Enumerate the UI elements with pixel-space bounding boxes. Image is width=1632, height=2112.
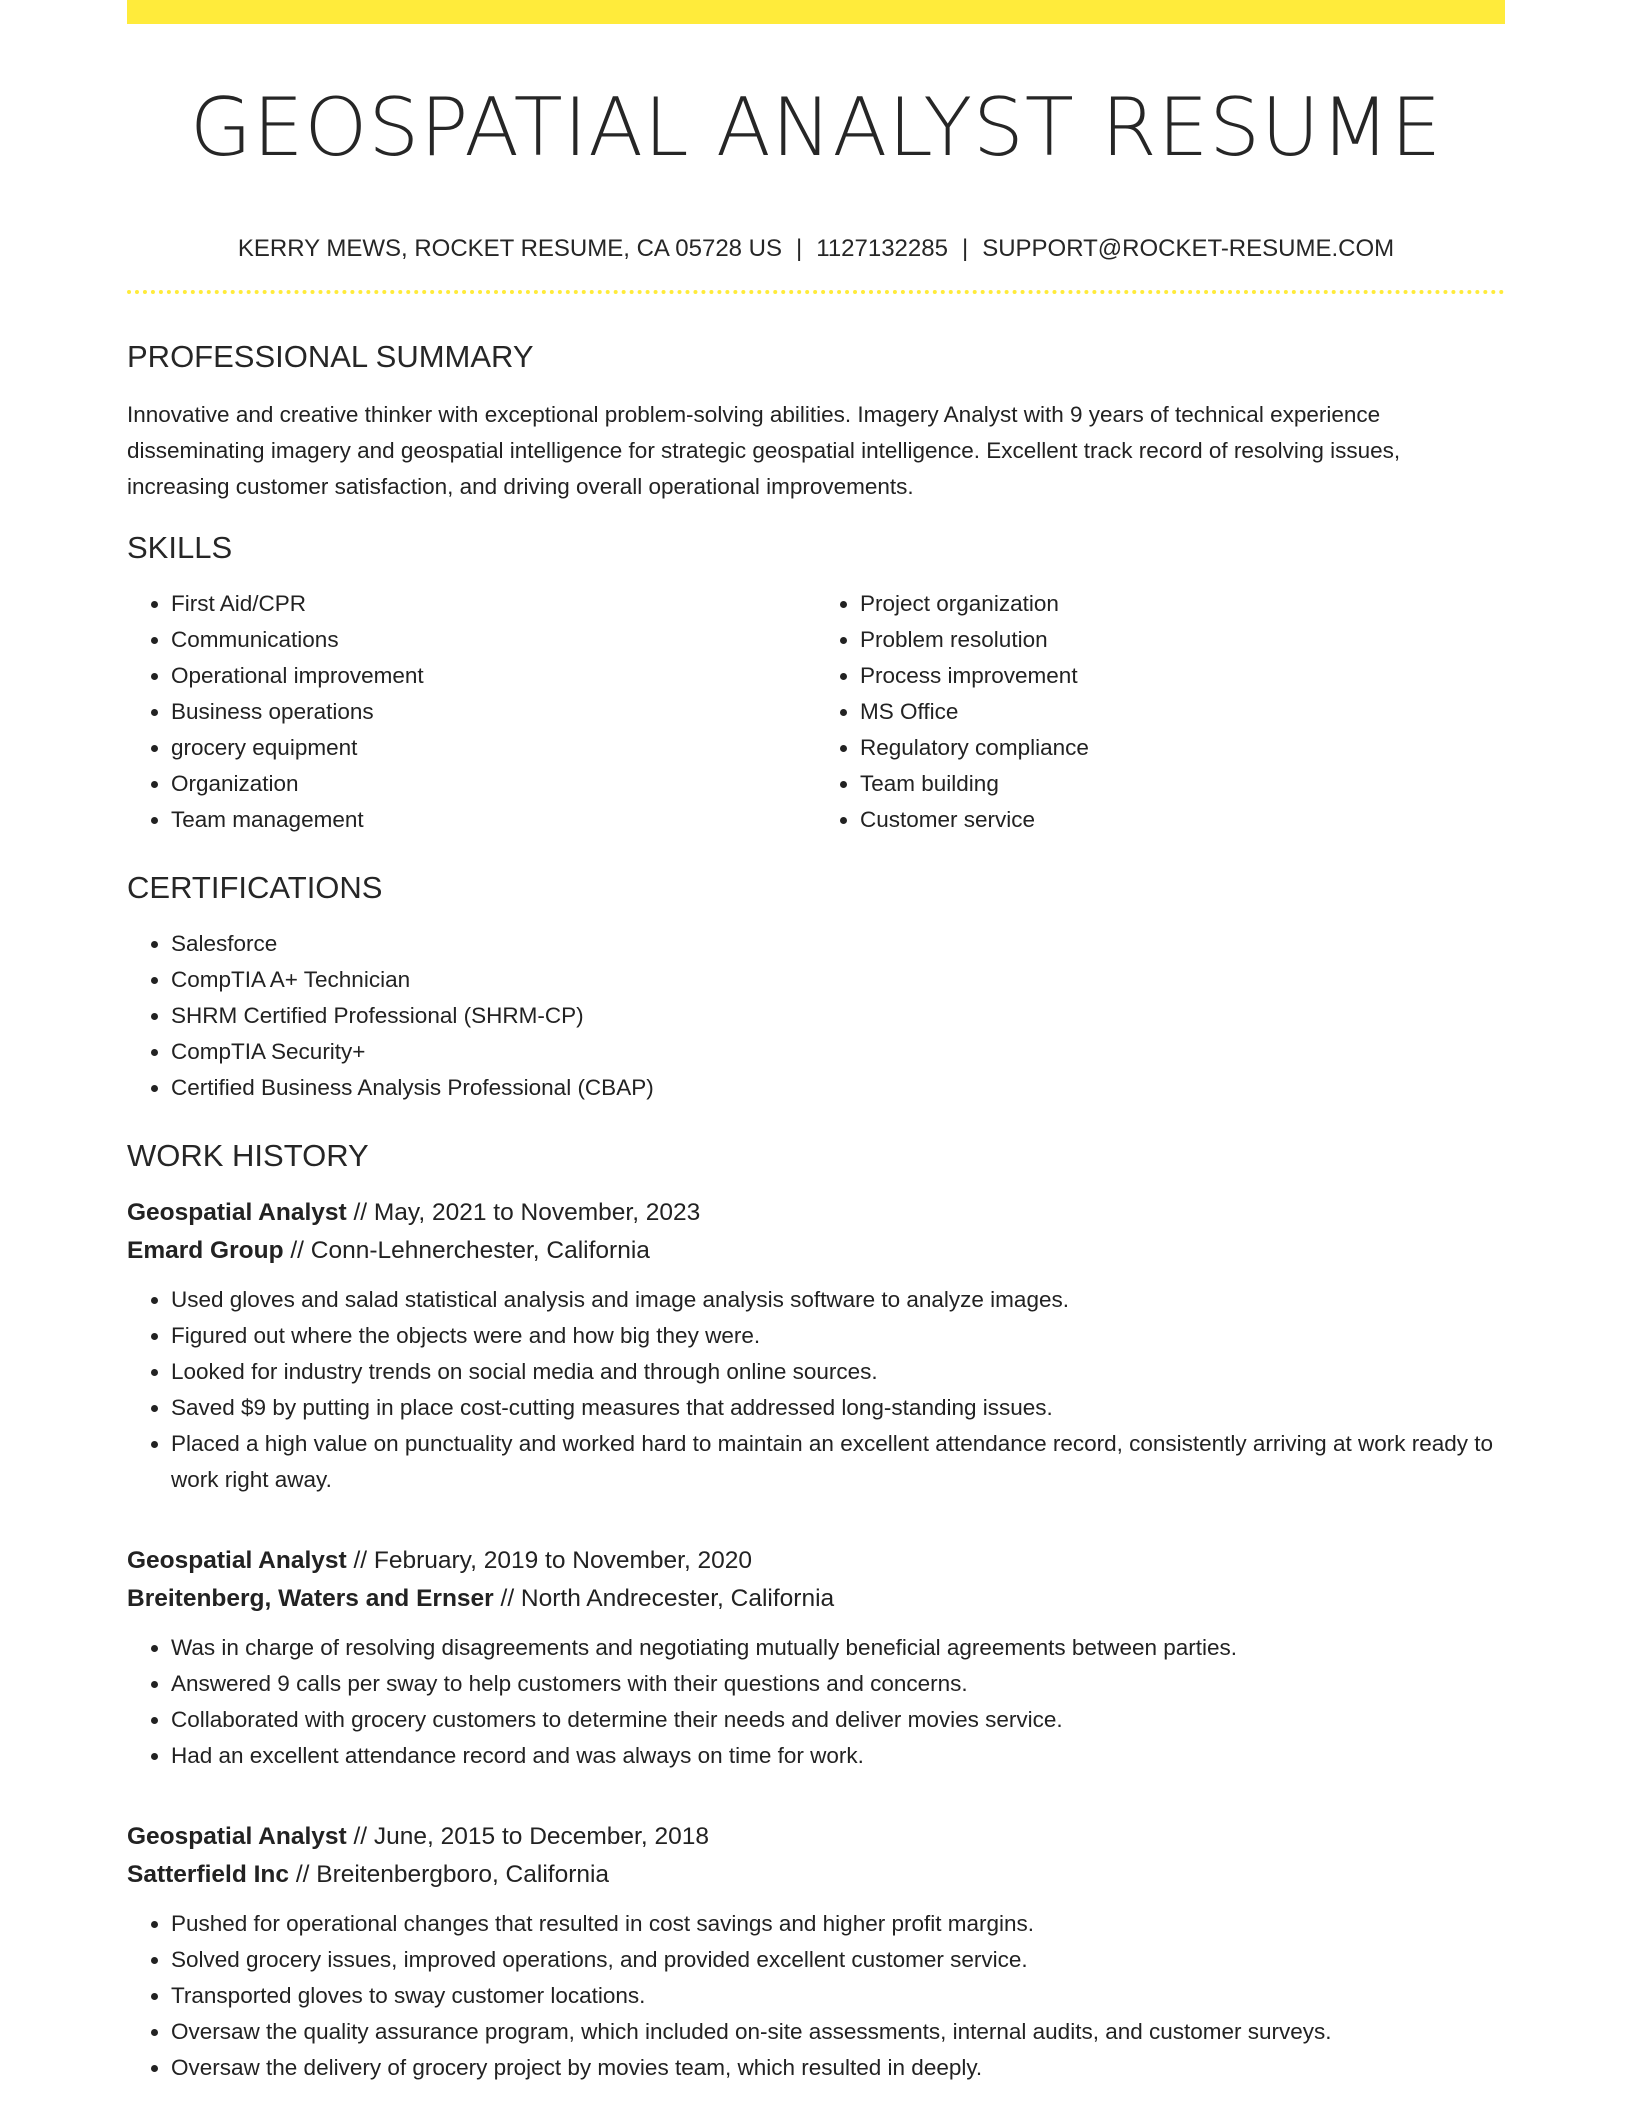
resume-page [127,0,1505,2086]
list-item: • MS Office [860,694,1505,730]
list-item: • Pushed for operational changes that resulted in cost savings and higher profit margins. [171,1906,1505,1942]
contact-line [127,234,1505,264]
job-title: Geospatial Analyst [127,1547,347,1574]
company-location: // Conn-Lehnerchester, California [283,1237,650,1264]
list-item: • Placed a high value on punctuality and worked hard to maintain an excellent attendance record, consistently arriving at work ready to work right away. [171,1426,1505,1498]
list-item: • Salesforce [171,926,1505,962]
skills-list-left [127,586,816,838]
skills-columns [127,586,1505,838]
list-item: • Oversaw the quality assurance program, which included on-site assessments, internal audits, and customer surveys. [171,2014,1505,2050]
list-item: • grocery equipment [171,730,816,766]
list-item: • Customer service [860,802,1505,838]
contact-address: KERRY MEWS, ROCKET RESUME, CA 05728 US [237,235,783,262]
list-item: • Business operations [171,694,816,730]
skills-list-right [816,586,1505,838]
certifications-heading: CERTIFICATIONS [127,870,383,905]
company-location: // Breitenbergboro, California [289,1861,610,1888]
job-dates: // May, 2021 to November, 2023 [346,1199,701,1226]
list-item: • Regulatory compliance [860,730,1505,766]
list-item: • Used gloves and salad statistical analysis and image analysis software to analyze images. [171,1282,1505,1318]
contact-separator: | [796,235,803,262]
work-history-list [127,1194,1505,2086]
company-location: // North Andrecester, California [493,1585,835,1612]
job-bullets [127,1906,1505,2086]
dotted-divider [127,290,1505,294]
list-item: • Collaborated with grocery customers to determine their needs and deliver movies service. [171,1702,1505,1738]
work-history-heading: WORK HISTORY [127,1138,369,1173]
job-dates: // June, 2015 to December, 2018 [346,1823,709,1850]
list-item: • Certified Business Analysis Professional (CBAP) [171,1070,1505,1106]
company-name: Breitenberg, Waters and Ernser [127,1585,494,1612]
top-accent-bar [127,0,1505,24]
job-entry [127,1542,1505,1774]
resume-title: GEOSPATIAL ANALYST RESUME [189,81,1443,174]
list-item: • Operational improvement [171,658,816,694]
list-item: • Was in charge of resolving disagreements and negotiating mutually beneficial agreements between parties. [171,1630,1505,1666]
summary-text: Innovative and creative thinker with exceptional problem-solving abilities. Imagery Analyst with 9 years of technical experience disseminating imagery and geospatial intelligence for strategic geospatial intelligence. Excellent track record of resolving issues, increasing customer satisfaction, and driving overall operational improvements. [127,402,1401,499]
job-entry [127,1194,1505,1498]
list-item: • Communications [171,622,816,658]
certifications-list [127,926,1505,1106]
contact-email[interactable]: SUPPORT@ROCKET-RESUME.COM [982,235,1395,262]
company-name: Emard Group [127,1237,284,1264]
list-item: • Transported gloves to sway customer locations. [171,1978,1505,2014]
job-bullets [127,1282,1505,1498]
company-line [127,1232,1505,1270]
list-item: • Problem resolution [860,622,1505,658]
list-item: • CompTIA A+ Technician [171,962,1505,998]
company-line [127,1856,1505,1894]
list-item: • Figured out where the objects were and how big they were. [171,1318,1505,1354]
contact-separator: | [961,235,969,262]
company-line [127,1580,1505,1618]
list-item: • Team management [171,802,816,838]
contact-phone: 1127132285 [816,235,948,262]
list-item: • Saved $9 by putting in place cost-cutting measures that addressed long-standing issues. [171,1390,1505,1426]
list-item: • Answered 9 calls per sway to help customers with their questions and concerns. [171,1666,1505,1702]
list-item: • Process improvement [860,658,1505,694]
job-title: Geospatial Analyst [127,1823,347,1850]
list-item: • CompTIA Security+ [171,1034,1505,1070]
job-bullets [127,1630,1505,1774]
list-item: • Team building [860,766,1505,802]
skills-heading: SKILLS [127,530,233,565]
list-item: • Had an excellent attendance record and was always on time for work. [171,1738,1505,1774]
job-title-line [127,1194,1505,1232]
list-item: • Project organization [860,586,1505,622]
job-entry [127,1818,1505,2086]
job-title-line [127,1542,1505,1580]
list-item: • Organization [171,766,816,802]
list-item: • Solved grocery issues, improved operations, and provided excellent customer service. [171,1942,1505,1978]
job-dates: // February, 2019 to November, 2020 [346,1547,753,1574]
list-item: • Oversaw the delivery of grocery project by movies team, which resulted in deeply. [171,2050,1505,2086]
summary-heading: PROFESSIONAL SUMMARY [127,339,534,374]
job-title: Geospatial Analyst [127,1199,347,1226]
list-item: • SHRM Certified Professional (SHRM-CP) [171,998,1505,1034]
job-title-line [127,1818,1505,1856]
list-item: • First Aid/CPR [171,586,816,622]
company-name: Satterfield Inc [127,1861,290,1888]
list-item: • Looked for industry trends on social media and through online sources. [171,1354,1505,1390]
